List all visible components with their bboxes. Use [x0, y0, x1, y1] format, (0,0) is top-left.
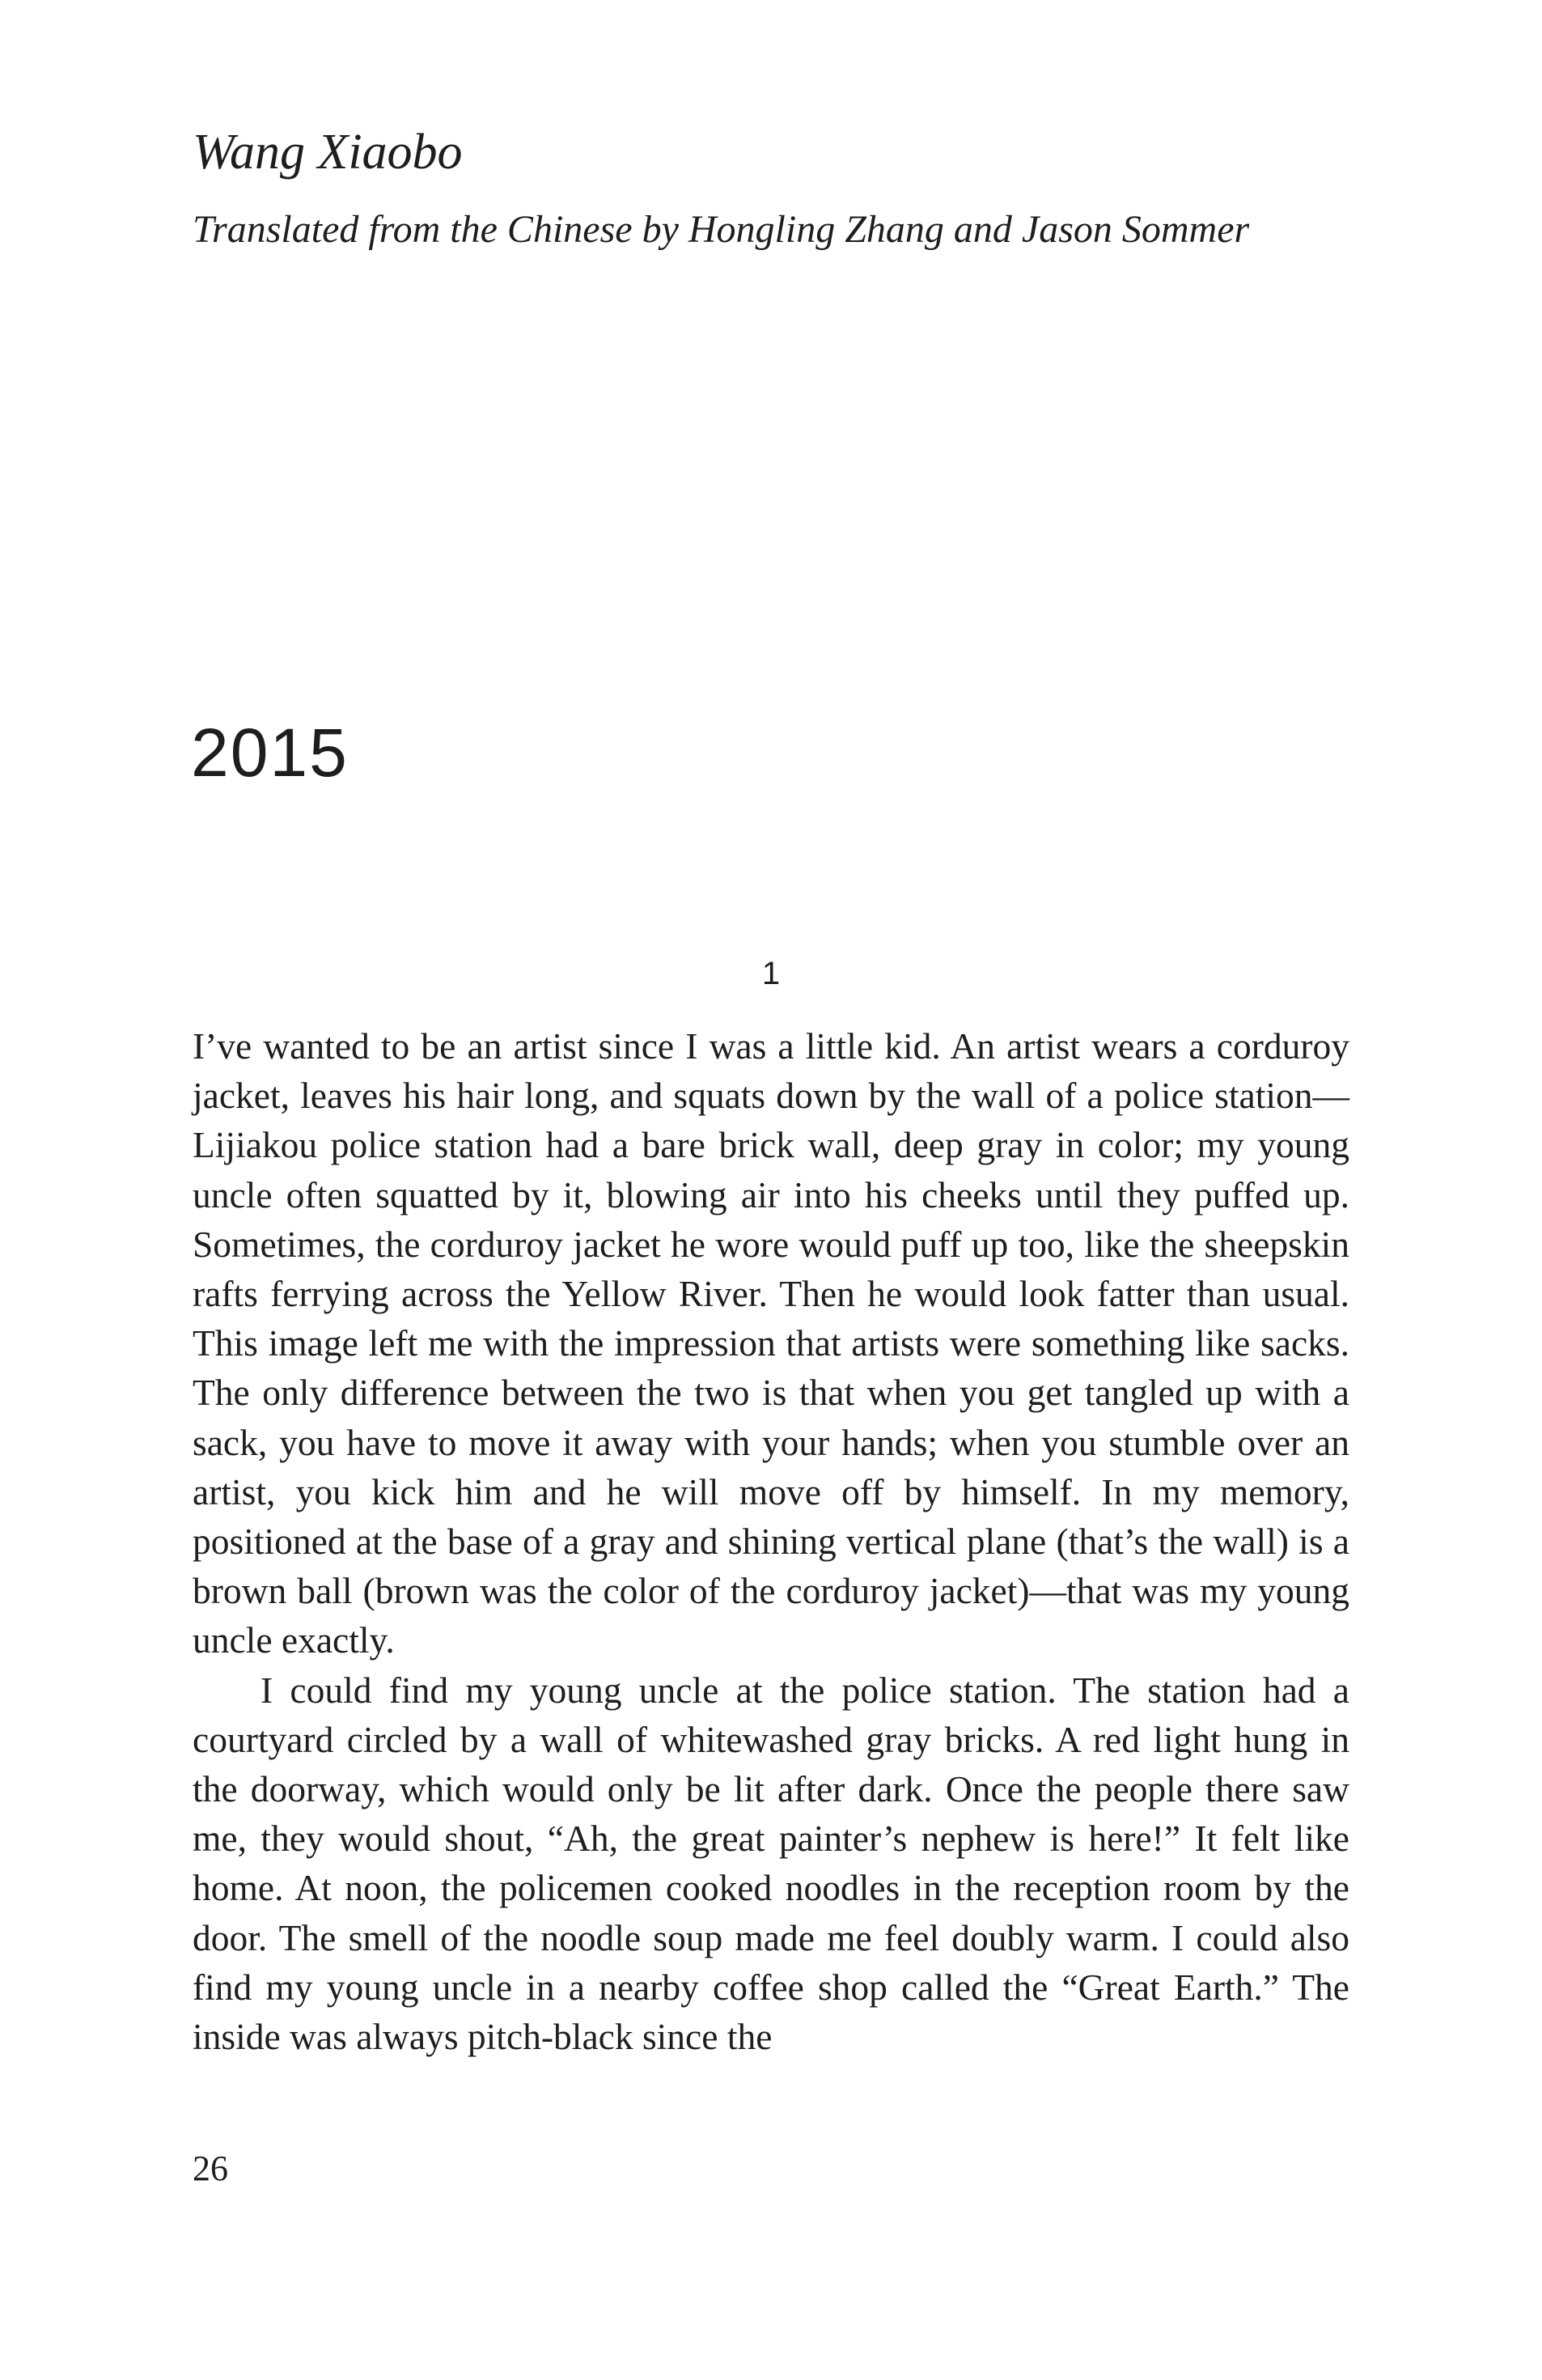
- paragraph: I’ve wanted to be an artist since I was a little kid. An artist wears a corduroy jacket, leaves his hair long, and squats down by the wall of a police station—Lijiakou police station had a bare brick wall, deep gray in color; my young uncle often squatted by it, blowing air into his cheeks until they puffed up. Sometimes, the corduroy jacket he wore would puff up too, like the sheepskin rafts ferrying across the Yellow River. Then he would look fatter than usual. This image left me with the impression that artists were something like sacks. The only difference between the two is that when you get tangled up with a sack, you have to move it away with your hands; when you stumble over an artist, you kick him and he will move off by himself. In my memory, positioned at the base of a gray and shining vertical plane (that’s the wall) is a brown ball (brown was the color of the corduroy jacket)—that was my young uncle exactly.: [193, 1025, 1349, 1661]
- section-number: 1: [761, 956, 781, 991]
- story-title: 2015: [191, 715, 349, 791]
- paragraph: I could find my young uncle at the police station. The station had a courtyard circled by a wall of whitewashed gray bricks. A red light hung in the doorway, which would only be lit after dark. Once the people there saw me, they would shout, “Ah, the great painter’s nephew is here!” It felt like home. At noon, the policemen cooked noodles in the reception room by the door. The smell of the noodle soup made me feel doubly warm. I could also find my young uncle in a nearby coffee shop called the “Great Earth.” The inside was always pitch-black since the: [193, 1669, 1349, 2058]
- page-number: 26: [193, 2149, 228, 2188]
- author-name: Wang Xiaobo: [193, 125, 463, 180]
- body-text: [193, 1021, 1349, 2061]
- translator-credit: Translated from the Chinese by Hongling Zhang and Jason Sommer: [193, 208, 1250, 251]
